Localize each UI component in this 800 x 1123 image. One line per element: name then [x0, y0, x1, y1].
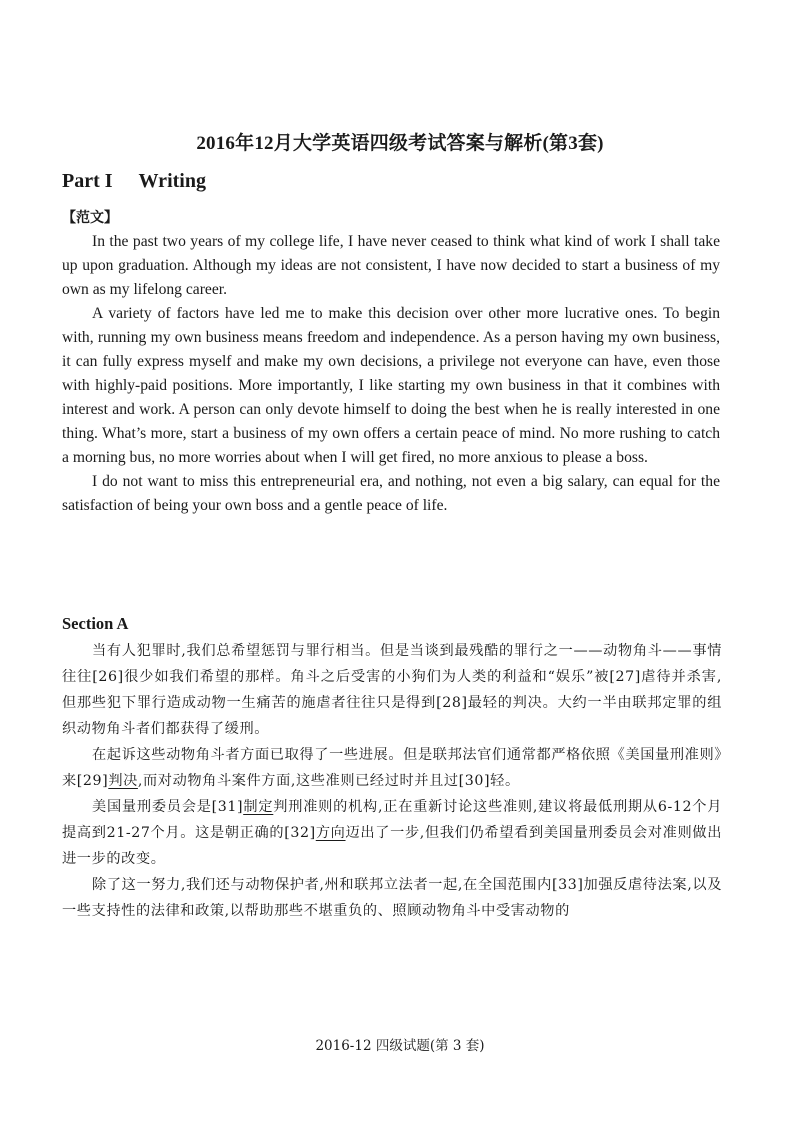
- cn-paragraph: [62, 794, 722, 872]
- translation-body: [62, 638, 722, 924]
- cn-text: 在起诉这些动物角斗者方面已取得了一些进展。但是联邦法官们通常都严格依照《美国量刑准则》来[29]: [62, 747, 722, 789]
- essay-paragraph: A variety of factors have led me to make this decision over other more lucrative ones. To begin with, running my own business means freedom and independence. As a person having my own business, it can fully express myself and make my own decisions, a privilege not everyone can have, even those with highly-paid positions. More importantly, I like starting my own business in that it combines with interest and work. A person can only devote himself to doing the best when he is really interested in one thing. What’s more, start a business of my own offers a certain peace of mind. No more rushing to catch a morning bus, no more worries about when I will get fired, no more anxious to please a boss.: [62, 305, 720, 466]
- page-title: 2016年12月大学英语四级考试答案与解析(第3套): [196, 133, 604, 154]
- sample-essay: [62, 230, 720, 518]
- essay-paragraph: In the past two years of my college life, I have never ceased to think what kind of work I shall take up upon graduation. Although my ideas are not consistent, I have now decided to start a business of my own as my lifelong career.: [62, 233, 720, 298]
- cn-text: 迈出了一步,但我们仍希望看到美国量刑委员会对准则做出进一步的改变。: [62, 825, 722, 867]
- cn-paragraph: 当有人犯罪时,我们总希望惩罚与罪行相当。但是当谈到最残酷的罪行之一——动物角斗——事情往往[26]很少如我们希望的那样。角斗之后受害的小狗们为人类的利益和“娱乐”被[27]虐待并杀害,但那些犯下罪行造成动物一生痛苦的施虐者往往只是得到[28]最轻的判决。大约一半由联邦定罪的组织动物角斗者们都获得了缓刑。: [62, 643, 722, 737]
- cn-text: 判刑准则的机构,正在重新讨论这些准则,建议将最低刑期从6-12个月提高到21-27个月。这是朝正确的[32]: [62, 799, 723, 841]
- cn-text: 美国量刑委员会是[31]: [92, 799, 244, 815]
- essay-paragraph: I do not want to miss this entrepreneurial era, and nothing, not even a big salary, can equal for the satisfaction of being your own boss and a gentle peace of life.: [62, 473, 720, 514]
- cn-text: ,而对动物角斗案件方面,这些准则已经过时并且过[30]轻。: [137, 773, 520, 789]
- underlined-answer: 方向: [315, 825, 346, 841]
- section-heading: Section A: [62, 614, 129, 633]
- cn-paragraph: [62, 742, 722, 794]
- essay-label: 【范文】: [62, 210, 118, 226]
- underlined-answer: 判决: [108, 773, 138, 789]
- page-footer: 2016-12 四级试题(第 3 套): [315, 1038, 485, 1054]
- part-label: Part I: [62, 170, 113, 192]
- cn-paragraph: 除了这一努力,我们还与动物保护者,州和联邦立法者一起,在全国范围内[33]加强反虐待法案,以及一些支持性的法律和政策,以帮助那些不堪重负的、照顾动物角斗中受害动物的: [62, 877, 722, 919]
- part-heading: [62, 170, 206, 193]
- part-name: Writing: [138, 170, 206, 192]
- underlined-answer: 制定: [243, 799, 274, 815]
